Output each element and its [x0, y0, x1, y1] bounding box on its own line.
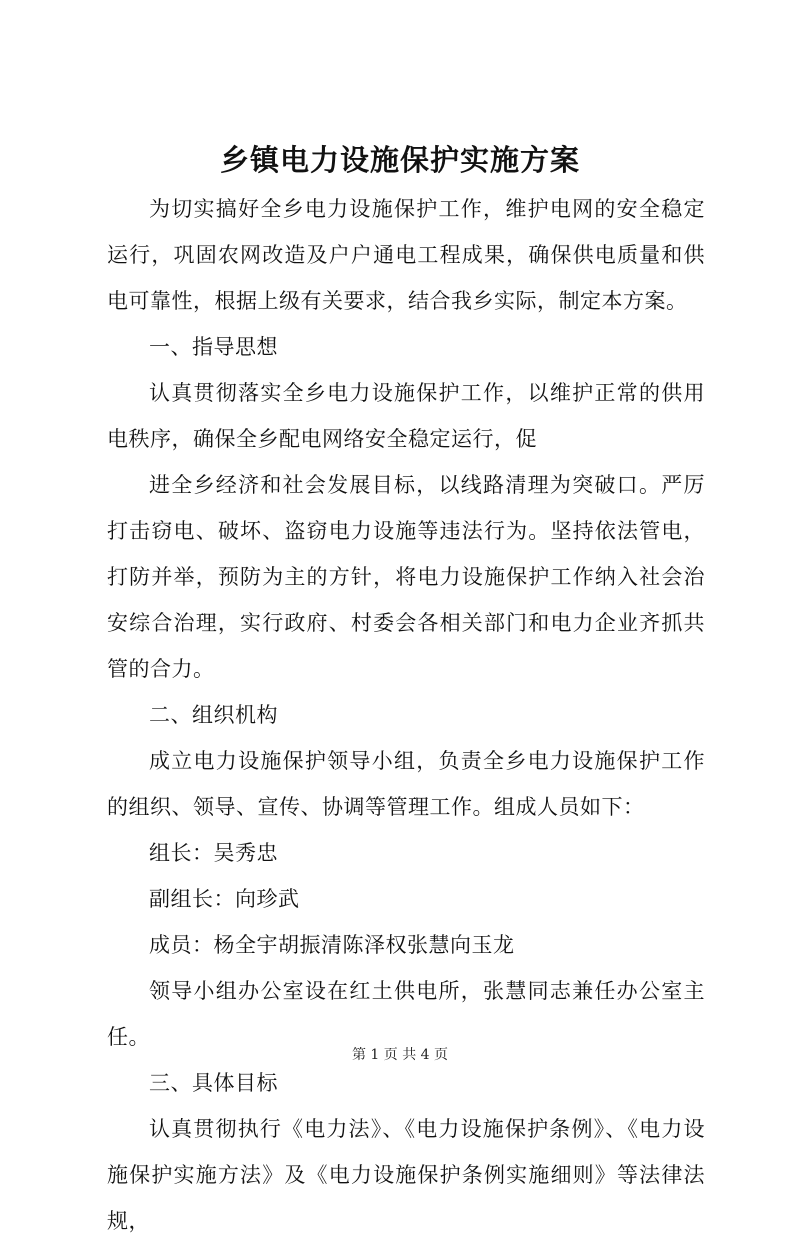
intro-paragraph: 为切实搞好全乡电力设施保护工作，维护电网的安全稳定运行，巩固农网改造及户户通电工程成果，确保供电质量和供电可靠性，根据上级有关要求，结合我乡实际，制定本方案。: [107, 197, 705, 313]
specific-goals-paragraph: 认真贯彻执行《电力法》、《电力设施保护条例》、《电力设施保护实施方法》及《电力设施保护条例实施细则》等法律法规，: [107, 1117, 705, 1233]
section-heading-organization: 二、组织机构: [149, 703, 278, 727]
office-line: 领导小组办公室设在红土供电所，张慧同志兼任办公室主任。: [107, 979, 705, 1049]
document-body: [107, 186, 705, 1244]
section-heading-guiding-ideology: 一、指导思想: [149, 335, 278, 359]
members-line: 成员：杨全宇胡振清陈泽权张慧向玉龙: [149, 933, 515, 957]
section-heading-specific-goals: 三、具体目标: [149, 1071, 278, 1095]
organization-paragraph: 成立电力设施保护领导小组，负责全乡电力设施保护工作的组织、领导、宣传、协调等管理工作。组成人员如下：: [107, 749, 705, 819]
page-title: 乡镇电力设施保护实施方案: [219, 143, 580, 177]
page-number-footer: 第 1 页 共 4 页: [351, 1047, 449, 1063]
deputy-leader-line: 副组长：向珍武: [149, 887, 300, 911]
guiding-ideology-paragraph: 认真贯彻落实全乡电力设施保护工作，以维护正常的供用电秩序，确保全乡配电网络安全稳定运行，促: [107, 381, 705, 451]
group-leader-line: 组长：吴秀忠: [149, 841, 278, 865]
guiding-ideology-continuation: 进全乡经济和社会发展目标，以线路清理为突破口。严厉打击窃电、破坏、盗窃电力设施等违法行为。坚持依法管电，打防并举，预防为主的方针，将电力设施保护工作纳入社会治安综合治理，实行政府、村委会各相关部门和电力企业齐抓共管的合力。: [107, 473, 705, 681]
